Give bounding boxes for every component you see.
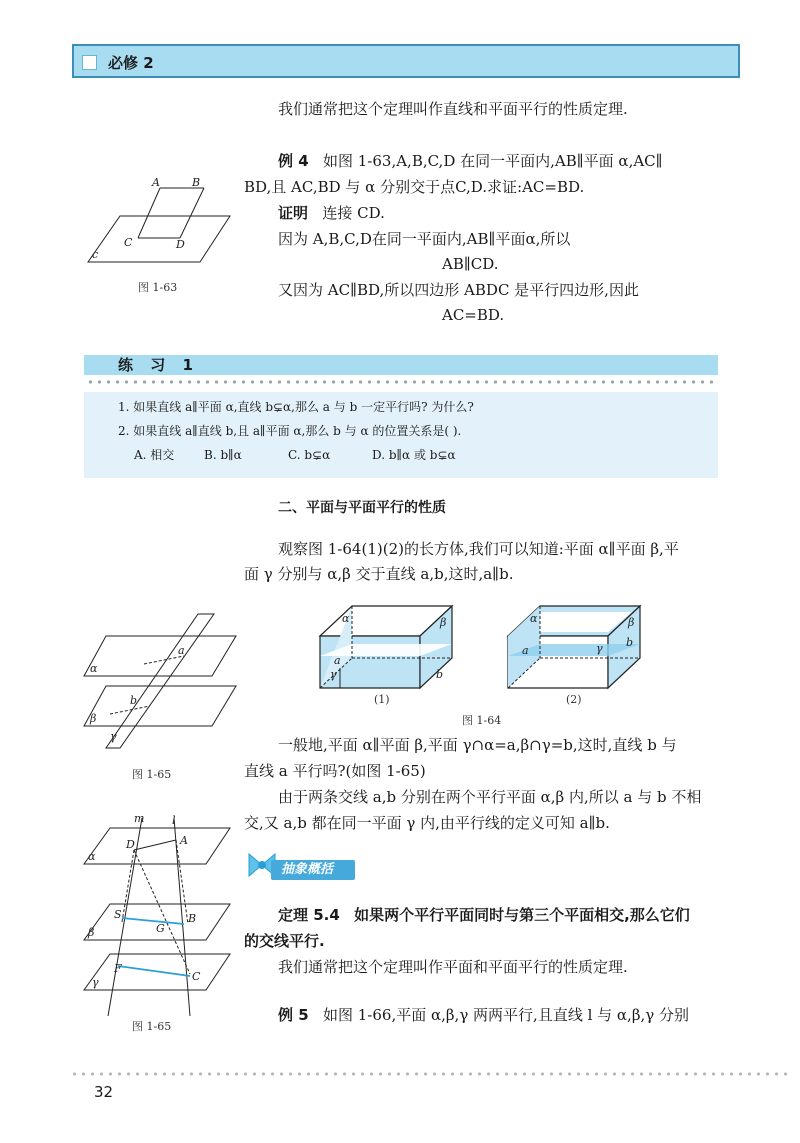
- segment-da: [134, 840, 176, 850]
- badge-text: 抽象概括: [281, 862, 334, 877]
- proof-label: 证明: [278, 204, 309, 222]
- theorem-line2: 的交线平行.: [244, 932, 325, 950]
- section2-p2-line1: 一般地,平面 α∥平面 β,平面 γ∩α=a,β∩γ=b,这时,直线 b 与: [278, 736, 677, 754]
- fig165-label-beta: β: [90, 712, 97, 725]
- example5-line: [278, 1004, 689, 1026]
- proof-line2: 因为 A,B,C,D在同一平面内,AB∥平面α,所以: [278, 230, 571, 248]
- proof-line1: [278, 202, 385, 224]
- figure-1-63: [80, 174, 250, 274]
- exercise-title: 练 习 1: [118, 356, 199, 374]
- section2-title: 二、平面与平面平行的性质: [278, 500, 446, 516]
- example5-text: 如图 1-66,平面 α,β,γ 两两平行,且直线 l 与 α,β,γ 分别: [322, 1006, 689, 1024]
- fig166-label-s: S: [114, 908, 122, 921]
- exercise-q2: 2. 如果直线 a∥直线 b,且 a∥平面 α,那么 b 与 α 的位置关系是( ).: [118, 424, 462, 438]
- badge-bar: [271, 860, 355, 880]
- theorem-text1: 如果两个平行平面同时与第三个平面相交,那么它们: [354, 906, 690, 924]
- chapter-title: 必修 2: [108, 54, 154, 72]
- theorem-line3: 我们通常把这个定理叫作平面和平面平行的性质定理.: [278, 958, 628, 976]
- fig165-caption: 图 1-65: [132, 768, 172, 781]
- segment-ac: [138, 188, 160, 238]
- exercise-option-b: B. b∥α: [204, 448, 242, 462]
- segment-fc-blue: [118, 966, 190, 976]
- paragraph-theorem-name: 我们通常把这个定理叫作直线和平面平行的性质定理.: [278, 100, 628, 118]
- fig164b-label-alpha: α: [530, 612, 538, 625]
- fig166-label-c: C: [192, 970, 201, 983]
- chapter-header-band: [72, 44, 740, 78]
- example4-line1: [278, 150, 663, 172]
- segment-ds: [122, 850, 134, 922]
- theorem-line1: [278, 904, 690, 926]
- plane-alpha-shape: [88, 216, 230, 262]
- exercise-option-a: A. 相交: [134, 448, 175, 462]
- fig163-label-a: A: [152, 176, 160, 189]
- fig164b-label-beta: β: [628, 616, 635, 629]
- segment-sg-blue: [122, 918, 184, 924]
- figure-1-66: [80, 812, 240, 1020]
- figure-1-64-1: [312, 598, 472, 698]
- page-number: 32: [94, 1083, 114, 1101]
- fig164-caption: 图 1-64: [462, 714, 502, 727]
- example4-text1: 如图 1-63,A,B,C,D 在同一平面内,AB∥平面 α,AC∥: [322, 152, 663, 170]
- example4-line2: BD,且 AC,BD 与 α 分别交于点C,D.求证:AC=BD.: [244, 178, 585, 196]
- fig164-label-a: a: [334, 654, 341, 667]
- exercise-title-bar: [84, 355, 718, 375]
- plane-beta-shape: [84, 686, 236, 726]
- section2-p3-line1: 由于两条交线 a,b 分别在两个平行平面 α,β 内,所以 a 与 b 不相: [278, 788, 702, 806]
- exercise-option-c: C. b⊊α: [288, 448, 331, 462]
- exercise-q1: 1. 如果直线 a∥平面 α,直线 b⊊α,那么 a 与 b 一定平行吗? 为什么?: [118, 400, 474, 414]
- example5-label: 例 5: [278, 1006, 309, 1024]
- fig166-caption: 图 1-65: [132, 1020, 172, 1033]
- fig164-label-beta: β: [440, 616, 447, 629]
- fig165-label-a-plane: α: [90, 662, 98, 675]
- plane-alpha-shape: [84, 828, 230, 864]
- exercise-dotted-divider: [86, 380, 716, 384]
- summary-badge: [245, 848, 357, 884]
- fig164b-label-gamma: γ: [596, 642, 603, 655]
- fig163-label-b: B: [192, 176, 201, 189]
- fig166-label-m: m: [134, 812, 145, 825]
- fig166-label-a: A: [180, 834, 188, 847]
- fig164-sub1: (1): [374, 693, 390, 706]
- header-square-icon: [82, 55, 97, 70]
- segment-bd: [180, 188, 204, 238]
- fig166-label-l: l: [172, 814, 176, 827]
- fig166-label-g: G: [156, 922, 165, 935]
- section2-p1-line2: 面 γ 分别与 α,β 交于直线 a,b,这时,a∥b.: [244, 565, 514, 583]
- section2-p1-line1: 观察图 1-64(1)(2)的长方体,我们可以知道:平面 α∥平面 β,平: [278, 540, 679, 558]
- fig166-label-beta: β: [88, 926, 95, 939]
- fig163-label-plane: c: [92, 248, 99, 261]
- example4-label: 例 4: [278, 152, 309, 170]
- footer-dotted-divider: [70, 1072, 790, 1076]
- fig166-label-gamma: γ: [92, 976, 99, 989]
- exercise-box: [84, 392, 718, 478]
- section2-p2-line2: 直线 a 平行吗?(如图 1-65): [244, 762, 426, 780]
- exercise-option-d: D. b∥α 或 b⊊α: [372, 448, 456, 462]
- proof-text1: 连接 CD.: [322, 204, 385, 222]
- proof-line4: 又因为 AC∥BD,所以四边形 ABDC 是平行四边形,因此: [278, 281, 639, 299]
- fig164b-label-a: a: [522, 644, 529, 657]
- plane-gamma-shape: [106, 614, 214, 748]
- figure-1-65: [80, 608, 240, 756]
- fig166-label-alpha: α: [88, 850, 96, 863]
- fig166-label-b: B: [188, 912, 197, 925]
- fig165-label-a: a: [178, 644, 185, 657]
- fig166-label-d: D: [126, 838, 135, 851]
- section2-p3-line2: 交,又 a,b 都在同一平面 γ 内,由平行线的定义可知 a∥b.: [244, 814, 610, 832]
- proof-line3: AB∥CD.: [442, 255, 499, 273]
- figure-1-64-2: [500, 598, 660, 698]
- fig164-label-b: b: [436, 668, 444, 681]
- fig165-label-gamma: γ: [110, 730, 117, 743]
- fig164b-label-b: b: [626, 636, 634, 649]
- fig164-sub2: (2): [566, 693, 582, 706]
- fig164-label-gamma: γ: [330, 668, 337, 681]
- theorem-label: 定理 5.4: [278, 906, 340, 924]
- fig165-label-b: b: [130, 694, 138, 707]
- fig164-label-alpha: α: [342, 612, 350, 625]
- fig163-label-d: D: [176, 238, 185, 251]
- fig163-label-c: C: [124, 236, 133, 249]
- proof-line5: AC=BD.: [442, 306, 505, 324]
- fig163-caption: 图 1-63: [138, 281, 178, 294]
- fig166-label-f: F: [114, 962, 122, 975]
